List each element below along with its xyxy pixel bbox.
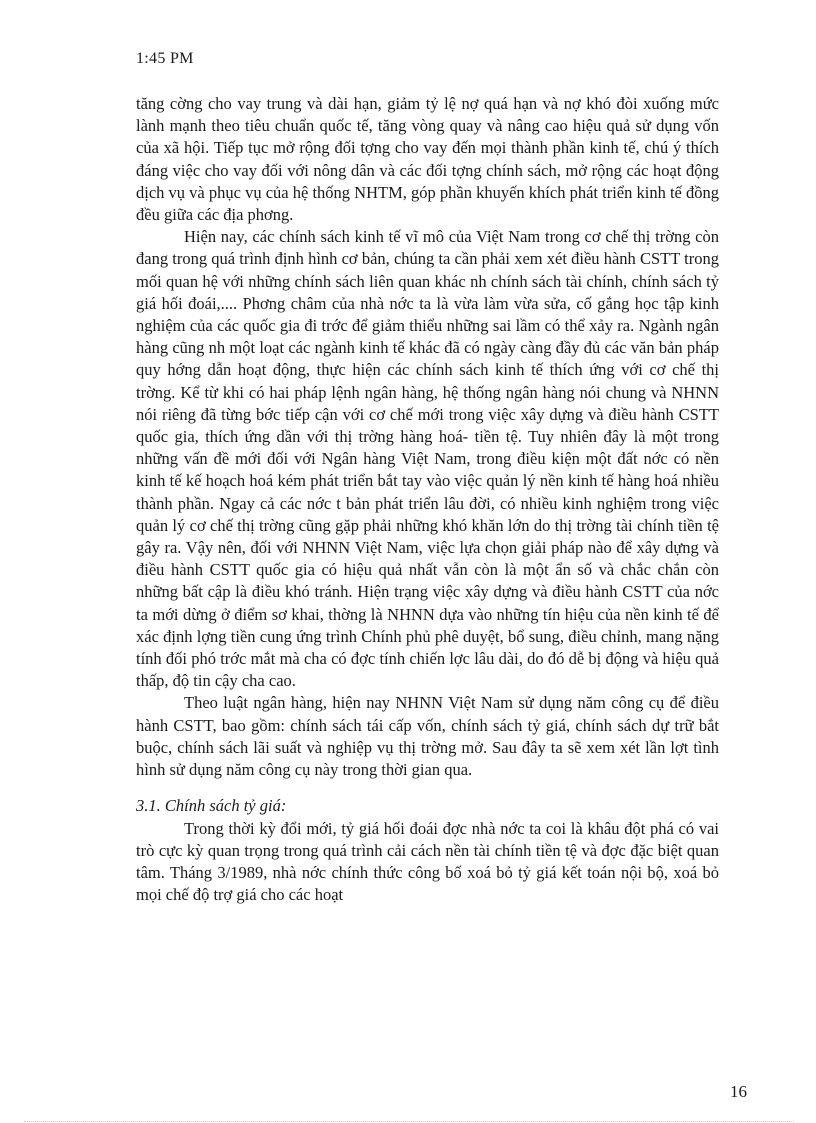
document-body — [136, 93, 719, 906]
paragraph: Theo luật ngân hàng, hiện nay NHNN Việt Nam sử dụng năm công cụ để điều hành CSTT, bao gồm: chính sách tái cấp vốn, chính sách tỷ giá, chính sách dự trữ bắt buộc, chính sách lãi suất và nghiệp vụ thị trờng mở. Sau đây ta sẽ xem xét lần lợt tình hình sử dụng năm công cụ này trong thời gian qua. — [136, 693, 719, 780]
footer-divider — [24, 1121, 794, 1122]
header-timestamp: 1:45 PM — [136, 50, 194, 67]
page-number: 16 — [730, 1082, 747, 1101]
paragraph: tăng cờng cho vay trung và dài hạn, giảm tỷ lệ nợ quá hạn và nợ khó đòi xuống mức lành mạnh theo tiêu chuẩn quốc tế, tăng vòng quay và nâng cao hiệu quả sử dụng vốn của xã hội. Tiếp tục mở rộng đối tợng cho vay đến mọi thành phần kinh tế, chú ý thích đáng việc cho vay đối với nông dân và các đối tợng chính sách, mở rộng các hoạt động dịch vụ và phục vụ của hệ thống NHTM, góp phần khuyến khích phát triển kinh tế đồng đều giữa các địa phơng. — [136, 94, 719, 225]
paragraph: Trong thời kỳ đổi mới, tỷ giá hối đoái đợc nhà nớc ta coi là khâu đột phá có vai trò cực kỳ quan trọng trong quá trình cải cách nền tài chính tiền tệ và đợc đặc biệt quan tâm. Tháng 3/1989, nhà nớc chính thức công bố xoá bỏ tỷ giá kết toán nội bộ, xoá bỏ mọi chế độ trợ giá cho các hoạt — [136, 818, 719, 905]
section-heading: 3.1. Chính sách tỷ giá: — [136, 796, 287, 816]
paragraph: Hiện nay, các chính sách kinh tế vĩ mô của Việt Nam trong cơ chế thị trờng còn đang trong quá trình định hình cơ bản, chúng ta cần phải xem xét điều hành CSTT trong mối quan hệ với những chính sách liên quan khác nh chính sách tài chính, chính sách tỷ giá hối đoái,.... Phơng châm của nhà nớc ta là vừa làm vừa sửa, cố gắng học tập kinh nghiệm của các quốc gia đi trớc để giảm thiểu những sai lầm có thể xảy ra. Ngành ngân hàng cũng nh một loạt các ngành kinh tế khác đã có ngày càng đầy đủ các văn bản pháp quy hớng dẫn hoạt động, thực hiện các chính sách kinh tế thích ứng với cơ chế thị trờng. Kể từ khi có hai pháp lệnh ngân hàng, hệ thống ngân hàng nói chung và NHNN nói riêng đã từng bớc tiếp cận với cơ chế mới trong việc xây dựng và điều hành CSTT quốc gia, thích ứng dần với thị trờng hàng hoá- tiền tệ. Tuy nhiên đây là một trong những vấn đề mới đối với Ngân hàng Việt Nam, trong điều kiện một đất nớc có nền kinh tế kế hoạch hoá kém phát triển bắt tay vào việc quản lý nền kinh tế hàng hoá nhiều thành phần. Ngay cả các nớc t bản phát triển lâu đời, có nhiều kinh nghiệm trong việc quản lý cơ chế thị trờng cũng gặp phải những khó khăn lớn do thị trờng tài chính tiền tệ gây ra. Vậy nên, đối với NHNN Việt Nam, việc lựa chọn giải pháp nào để xây dựng và điều hành CSTT quốc gia có hiệu quả nhất vẫn còn là một ẩn số và chắc chắn còn những bất cập là điều khó tránh. Hiện trạng việc xây dựng và điều hành CSTT của nớc ta mới dừng ở điểm sơ khai, thờng là NHNN dựa vào những tín hiệu của nền kinh tế để xác định lợng tiền cung ứng trình Chính phủ phê duyệt, bổ sung, điều chỉnh, mang nặng tính đối phó trớc mắt mà cha có đợc tính chiến lợc lâu dài, do đó dễ bị động và hiệu quả thấp, độ tin cậy cha cao. — [136, 227, 719, 691]
